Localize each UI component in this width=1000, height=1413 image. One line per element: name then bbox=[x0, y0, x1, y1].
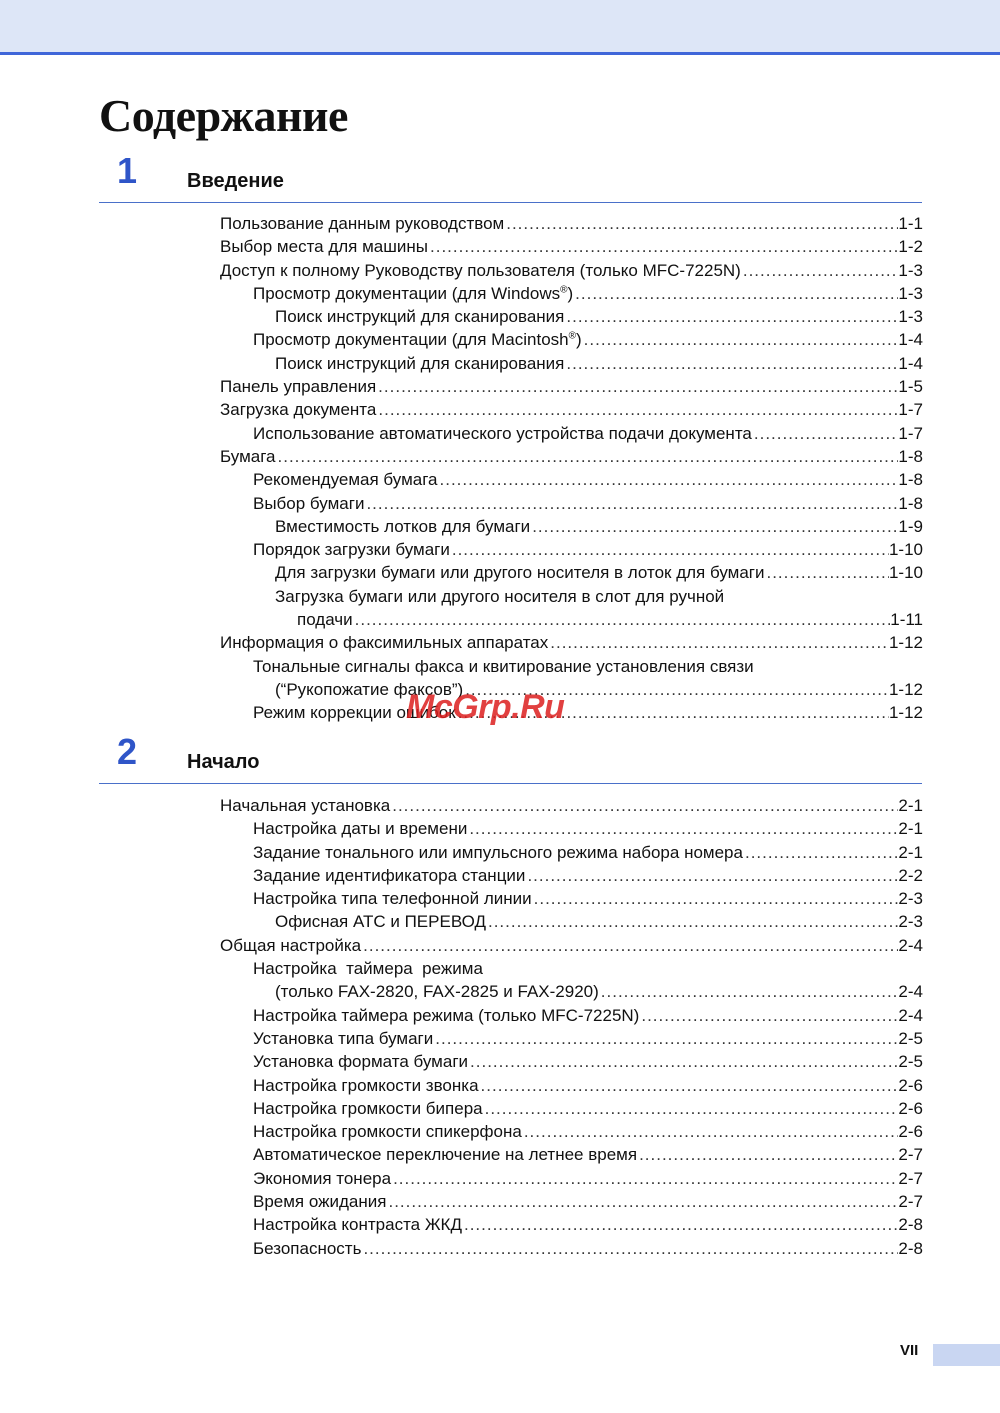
toc-entry[interactable]: Режим коррекции ошибок ..... 1-12 bbox=[220, 701, 923, 724]
chapter-1-heading bbox=[99, 150, 922, 203]
toc-entry[interactable]: Начальная установка ..... 2-1 bbox=[220, 794, 923, 817]
toc-entry[interactable]: Настройка контраста ЖКД ..... 2-8 bbox=[220, 1213, 923, 1236]
toc-entry[interactable]: Задание тонального или импульсного режима набора номера ..... 2-1 bbox=[220, 841, 923, 864]
chapter-2-title: Начало bbox=[187, 751, 260, 773]
chapter-1-title: Введение bbox=[187, 170, 284, 192]
toc-entry[interactable]: Установка формата бумаги ..... 2-5 bbox=[220, 1050, 923, 1073]
toc-entry-line1[interactable]: Настройка таймера режима bbox=[253, 959, 483, 979]
chapter-1-number: 1 bbox=[117, 150, 138, 191]
toc-entry[interactable]: Загрузка документа ..... 1-7 bbox=[220, 398, 923, 421]
toc-entry[interactable]: подачи ..... 1-11 bbox=[220, 608, 923, 631]
toc-entry[interactable]: Доступ к полному Руководству пользователя (только MFC-7225N) ..... 1-3 bbox=[220, 259, 923, 282]
toc-entry[interactable]: Панель управления ..... 1-5 bbox=[220, 375, 923, 398]
chapter-2-toc bbox=[220, 794, 923, 1260]
toc-entry[interactable]: Просмотр документации (для Windows®) ..... 1-3 bbox=[220, 282, 923, 305]
toc-entry[interactable]: Выбор бумаги ..... 1-8 bbox=[220, 492, 923, 515]
toc-entry[interactable]: Для загрузки бумаги или другого носителя в лоток для бумаги ..... 1-10 bbox=[220, 561, 923, 584]
toc-entry[interactable]: Экономия тонера ..... 2-7 bbox=[220, 1167, 923, 1190]
toc-entry[interactable]: Настройка громкости спикерфона ..... 2-6 bbox=[220, 1120, 923, 1143]
toc-entry[interactable]: Настройка громкости звонка ..... 2-6 bbox=[220, 1074, 923, 1097]
toc-entry-line1[interactable]: Загрузка бумаги или другого носителя в слот для ручной bbox=[275, 586, 725, 606]
toc-entry[interactable]: (только FAX-2820, FAX-2825 и FAX-2920) ..... 2-4 bbox=[220, 980, 923, 1003]
toc-entry[interactable]: Пользование данным руководством ..... 1-1 bbox=[220, 212, 923, 235]
chapter-1-toc bbox=[220, 212, 923, 725]
toc-entry[interactable]: Задание идентификатора станции ..... 2-2 bbox=[220, 864, 923, 887]
toc-entry[interactable]: Настройка громкости бипера ..... 2-6 bbox=[220, 1097, 923, 1120]
toc-entry[interactable]: Автоматическое переключение на летнее время ..... 2-7 bbox=[220, 1143, 923, 1166]
header-band bbox=[0, 0, 1000, 55]
toc-entry[interactable]: Настройка даты и времени ..... 2-1 bbox=[220, 817, 923, 840]
chapter-2-number: 2 bbox=[117, 731, 138, 772]
toc-entry[interactable]: Порядок загрузки бумаги ..... 1-10 bbox=[220, 538, 923, 561]
toc-entry[interactable]: Безопасность ..... 2-8 bbox=[220, 1237, 923, 1260]
toc-entry[interactable]: Использование автоматического устройства подачи документа ..... 1-7 bbox=[220, 422, 923, 445]
toc-entry[interactable]: Бумага ..... 1-8 bbox=[220, 445, 923, 468]
toc-entry-line1[interactable]: Тональные сигналы факса и квитирование установления связи bbox=[253, 656, 754, 676]
toc-entry[interactable]: Настройка типа телефонной линии ..... 2-3 bbox=[220, 887, 923, 910]
toc-entry[interactable]: Офисная АТС и ПЕРЕВОД ..... 2-3 bbox=[220, 910, 923, 933]
toc-entry[interactable]: (“Рукопожатие факсов”) ..... 1-12 bbox=[220, 678, 923, 701]
watermark-text: McGrp.Ru bbox=[406, 688, 565, 726]
chapter-2-heading bbox=[99, 731, 922, 784]
toc-entry[interactable]: Просмотр документации (для Macintosh®) ..... 1-4 bbox=[220, 328, 923, 351]
toc-entry[interactable]: Установка типа бумаги ..... 2-5 bbox=[220, 1027, 923, 1050]
page-title: Содержание bbox=[99, 90, 348, 141]
toc-entry[interactable]: Время ожидания ..... 2-7 bbox=[220, 1190, 923, 1213]
toc-entry[interactable]: Вместимость лотков для бумаги ..... 1-9 bbox=[220, 515, 923, 538]
corner-tab bbox=[933, 1344, 1000, 1366]
toc-entry[interactable]: Информация о факсимильных аппаратах ..... 1-12 bbox=[220, 631, 923, 654]
page-number: VII bbox=[900, 1342, 919, 1359]
toc-entry[interactable]: Поиск инструкций для сканирования ..... 1-4 bbox=[220, 352, 923, 375]
toc-entry[interactable]: Настройка таймера режима (только MFC-7225N) ..... 2-4 bbox=[220, 1004, 923, 1027]
toc-entry[interactable]: Общая настройка ..... 2-4 bbox=[220, 934, 923, 957]
toc-entry[interactable]: Рекомендуемая бумага ..... 1-8 bbox=[220, 468, 923, 491]
toc-entry[interactable]: Поиск инструкций для сканирования ..... 1-3 bbox=[220, 305, 923, 328]
toc-entry[interactable]: Выбор места для машины ..... 1-2 bbox=[220, 235, 923, 258]
